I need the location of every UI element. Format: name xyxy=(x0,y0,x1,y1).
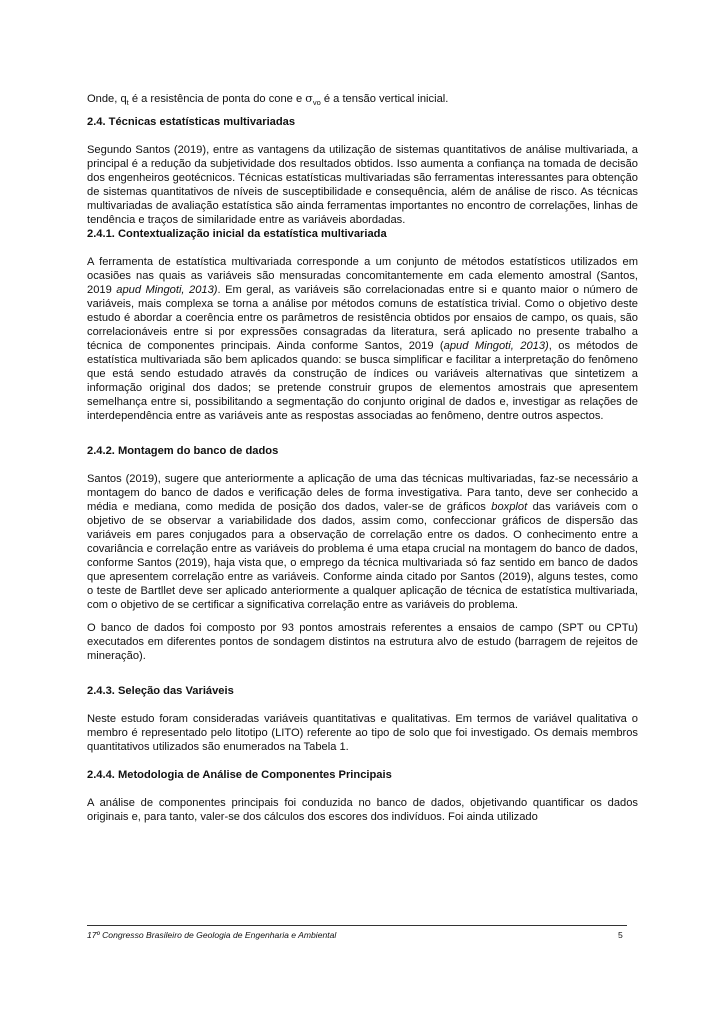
heading-2-4: 2.4. Técnicas estatísticas multivariadas xyxy=(87,116,296,128)
citation-italic: apud Mingoti, 2013) xyxy=(443,340,549,352)
intro-text-3: é a tensão vertical inicial. xyxy=(320,93,449,105)
sigma-subscript: vo xyxy=(312,98,321,108)
paragraph-text: A ferramenta de estatística multivariada corresponde a um conjunto de métodos estatísticos utilizados em ocasiões nas quais as variáveis são mensuradas concomitantemente em cada elemento amostral (Santos, 2019 xyxy=(87,256,638,296)
heading-2-4-1: 2.4.1. Contextualização inicial da estatística multivariada xyxy=(87,228,387,240)
paragraph-text: , os métodos de estatística multivariada são bem aplicados quando: se busca simplificar e facilitar a interpretação do fenômeno que está sendo estudado através da construção de índices ou variáveis alternativas que sintetizem a informação original dos dados; se pretende construir grupos de elementos amostrais que apresentem semelhança entre si, possibilitando a segmentação do conjunto original de dados e, investigar as relações de interdependência entre as variáveis ante as respostas associadas ao fenômeno, dentre outros aspectos. xyxy=(87,340,638,422)
intro-text-2: é a resistência de ponta do cone e xyxy=(128,93,306,105)
paragraph-2-4-1 xyxy=(87,255,638,423)
heading-2-4-4: 2.4.4. Metodologia de Análise de Componentes Principais xyxy=(87,769,392,781)
boxplot-italic: boxplot xyxy=(491,501,528,513)
paragraph-text: . Em geral, as variáveis são correlacionadas entre si e quanto maior o número de variáveis, mais complexa se torna a análise por métodos comuns de estatística trivial. Como o objetivo deste estudo é abordar a coerência entre os parâmetros de resistência obtidos por ensaios de campo, os quais, são correlacionáveis entre si por expressões consagradas da literatura, será aplicado no presente trabalho a técnica de componentes principais. Ainda conforme Santos, 2019 ( xyxy=(87,284,638,352)
intro-line xyxy=(87,92,638,106)
citation-italic: apud Mingoti, 2013) xyxy=(116,284,218,296)
heading-2-4-3: 2.4.3. Seleção das Variáveis xyxy=(87,685,234,697)
paragraph-text: das variáveis com o objetivo de se observar a variabilidade dos dados, assim como, confeccionar gráficos de dispersão das variáveis em pares conjugados para a observação de correlação entre os dados. O conhecimento entre a covariância e correlação entre as variáveis do problema é uma etapa crucial na montagem do banco de dados, conforme Santos (2019), haja vista que, o emprego da técnica multivariada só faz sentido em banco de dados que apresentem correlação entre as variáveis. Conforme ainda citado por Santos (2019), alguns testes, como o teste de Bartllet deve ser aplicado anteriormente a qualquer aplicação de técnica de estatística multivariada, com o objetivo de se certificar a significativa correlação entre as variáveis do problema. xyxy=(87,501,638,611)
footer-divider xyxy=(87,925,627,926)
q-subscript: t xyxy=(126,98,129,108)
heading-2-4-2: 2.4.2. Montagem do banco de dados xyxy=(87,445,279,457)
paragraph-2-4-3: Neste estudo foram consideradas variáveis quantitativas e qualitativas. Em termos de variável qualitativa o membro é representado pelo litotipo (LITO) referente ao tipo de solo que foi investigado. Os demais membros quantitativos utilizados são enumerados na Tabela 1. xyxy=(87,713,638,753)
page-number: 5 xyxy=(618,930,623,940)
page-body xyxy=(87,92,638,824)
paragraph-2-4: Segundo Santos (2019), entre as vantagens da utilização de sistemas quantitativos de análise multivariada, a principal é a redução da subjetividade dos resultados obtidos. Isso aumenta a confiança na tomada de decisão dos engenheiros geotécnicos. Técnicas estatísticas multivariadas são ferramentas interessantes para obtenção de sistemas quantitativos de níveis de susceptibilidade e consequência, além de análise de risco. As técnicas multivariadas de avaliação estatística são ainda ferramentas importantes no encontro de correlações, linhas de tendência e traços de similaridade entre as variáveis abordadas. xyxy=(87,144,638,226)
sigma-symbol: σ xyxy=(305,92,313,105)
footer-conference: 17º Congresso Brasileiro de Geologia de Engenharia e Ambiental xyxy=(87,930,337,940)
paragraph-2-4-2-a xyxy=(87,472,638,612)
paragraph-2-4-4: A análise de componentes principais foi conduzida no banco de dados, objetivando quantificar os dados originais e, para tanto, valer-se dos cálculos dos escores dos indivíduos. Foi ainda utilizado xyxy=(87,797,638,823)
paragraph-2-4-2-b: O banco de dados foi composto por 93 pontos amostrais referentes a ensaios de campo (SPT ou CPTu) executados em diferentes pontos de sondagem distintos na estrutura alvo de estudo (barragem de rejeitos de mineração). xyxy=(87,622,638,662)
intro-text-1: Onde, q xyxy=(87,93,127,105)
paragraph-text: Santos (2019), sugere que anteriormente a aplicação de uma das técnicas multivariadas, faz-se necessário a montagem do banco de dados e verificação deles de forma investigativa. Para tanto, deve ser conhecido a média e mediana, como medida de posição dos dados, valer-se de gráficos xyxy=(87,473,638,513)
